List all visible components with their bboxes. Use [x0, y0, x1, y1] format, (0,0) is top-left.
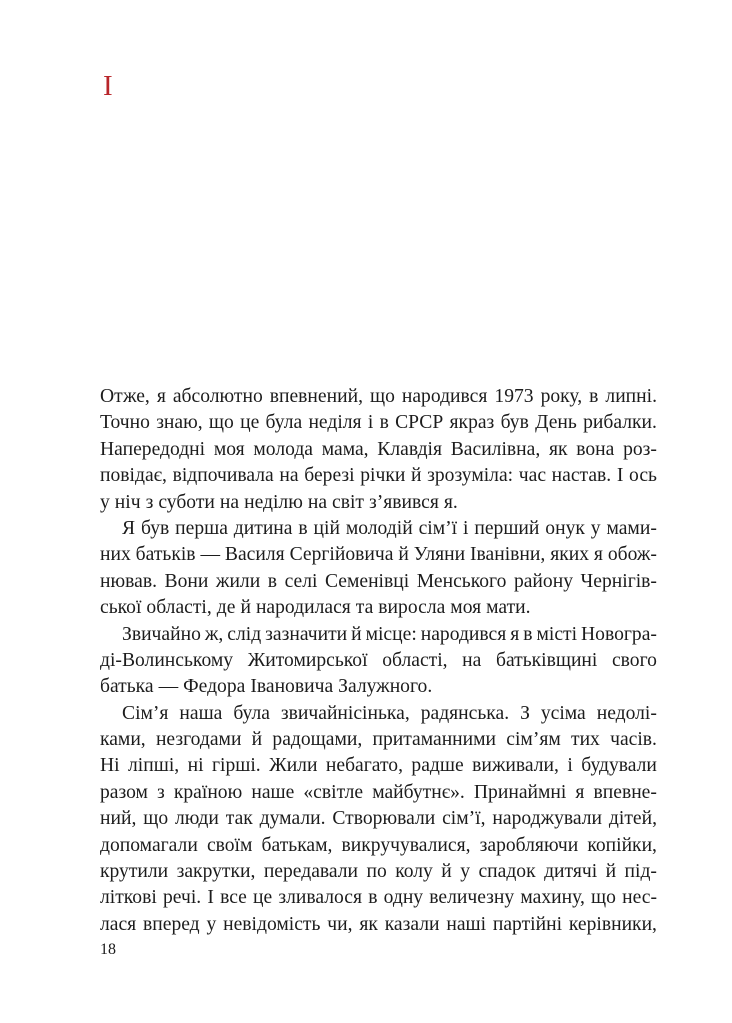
word: свого [611, 649, 657, 671]
word: й [441, 861, 452, 883]
text-line [100, 648, 657, 674]
word: з [145, 491, 154, 513]
word: Житомирської [247, 649, 368, 671]
word: народжували [492, 808, 603, 830]
word: я [593, 544, 603, 566]
word: на [219, 491, 240, 513]
word: ліпші, [128, 755, 180, 777]
page-number: 18 [100, 941, 116, 958]
word: літкові [100, 887, 157, 909]
text-line [100, 437, 657, 463]
word: усіма [540, 702, 586, 724]
word: нював. [100, 570, 157, 592]
word: Менського [416, 570, 507, 592]
word: у [206, 913, 217, 935]
word: казали [384, 913, 440, 935]
word: батька [100, 676, 154, 698]
word: був [500, 412, 529, 434]
word: передавали [263, 861, 359, 883]
word: разом [100, 781, 148, 803]
word: ніч [114, 491, 141, 513]
word: і [367, 412, 374, 434]
word: небагато, [325, 755, 403, 777]
word: в [267, 570, 278, 592]
word: й [251, 729, 263, 751]
word: я [510, 623, 520, 645]
word: країною [173, 781, 243, 803]
word: часів. [610, 729, 657, 751]
word: ний, [100, 808, 137, 830]
word: неділя [308, 412, 362, 434]
word: День [535, 412, 577, 434]
word: з [157, 781, 165, 803]
word: в [368, 887, 378, 909]
word: з’явився [369, 491, 439, 513]
word: радше [411, 755, 464, 777]
text-line [100, 410, 657, 436]
word: сім’ям [506, 729, 561, 751]
word: Федора [183, 676, 246, 698]
word: «світле [303, 781, 364, 803]
text-line [100, 780, 657, 806]
word: й [410, 465, 422, 487]
word: недолі- [596, 702, 657, 724]
word: знаю, [156, 412, 203, 434]
word: жили [215, 570, 261, 592]
word: Івановича [250, 676, 334, 698]
word: махину, [520, 887, 585, 909]
word: в [298, 517, 308, 539]
word: спадок [478, 861, 536, 883]
text-line [100, 569, 657, 595]
word: впевнений, [269, 386, 363, 407]
word: Василя [224, 544, 285, 566]
word: звичайнісінька, [280, 702, 410, 724]
word: Уляни [413, 544, 466, 566]
word: Семенівці [324, 570, 410, 592]
word: як [548, 438, 568, 460]
word: ками, [100, 729, 146, 751]
word: липні. [605, 386, 657, 407]
word: Іванівни, [470, 544, 546, 566]
word: мама, [321, 438, 369, 460]
word: 1973 [494, 386, 534, 407]
word: у [460, 861, 471, 883]
word: і [463, 517, 469, 539]
word: ді-Волинському [100, 649, 234, 671]
word: мами- [606, 517, 657, 539]
word: Сім’я [122, 702, 169, 724]
word: неділю [244, 491, 303, 513]
word: заробляючи [479, 834, 579, 856]
word: наша [179, 702, 223, 724]
word: цій [313, 517, 340, 539]
word: нес- [622, 887, 657, 909]
word: майбутнє». [372, 781, 465, 803]
word: радянська. [420, 702, 510, 724]
word: була [265, 412, 303, 434]
chapter-number: I [103, 70, 113, 102]
word: й [605, 861, 617, 883]
text-line [100, 833, 657, 859]
word: допомагали [100, 834, 198, 856]
word: Напередодні [100, 438, 206, 460]
word: на [279, 465, 299, 487]
text-line [100, 912, 657, 938]
word: народився [401, 386, 488, 407]
word: Василівна, [450, 438, 541, 460]
word: під- [624, 861, 657, 883]
word: наші [446, 913, 487, 935]
word: абсолютно [172, 386, 263, 407]
word: Принаймні [473, 781, 567, 803]
word: роз- [623, 438, 657, 460]
word: й [398, 544, 409, 566]
word: на [462, 649, 482, 671]
word: партійні [492, 913, 563, 935]
word: у [100, 491, 110, 513]
word: Чернігів- [580, 570, 657, 592]
word: що [143, 808, 169, 830]
word: лася [100, 913, 137, 935]
word: народився [420, 623, 507, 645]
text-line [100, 674, 657, 700]
text-line [100, 384, 657, 410]
word: невідомість [223, 913, 321, 935]
word: них [100, 544, 131, 566]
word: онук [545, 517, 585, 539]
text-line [100, 463, 657, 489]
word: і [567, 755, 573, 777]
word: Точно [100, 412, 150, 434]
word: місті [536, 623, 578, 645]
word: я [575, 781, 585, 803]
word: району [513, 570, 573, 592]
word: притаманними [372, 729, 497, 751]
word: де [216, 597, 236, 619]
word: моя [213, 438, 245, 460]
word: Ні [100, 755, 120, 777]
word: області, [146, 597, 212, 619]
word: зазначити [265, 623, 348, 645]
word: Отже, [100, 386, 150, 407]
word: час [518, 465, 547, 487]
word: батькам, [261, 834, 333, 856]
word: селі [284, 570, 318, 592]
word: зливалося [278, 887, 363, 909]
word: батьків [135, 544, 196, 566]
word: зрозуміла: [427, 465, 514, 487]
word: що [591, 887, 616, 909]
text-line [100, 727, 657, 753]
word: перша [175, 517, 228, 539]
word: в [589, 386, 599, 407]
word: Новогра- [581, 623, 657, 645]
word: І [207, 887, 214, 909]
body-text [100, 384, 657, 938]
word: та [355, 597, 374, 619]
word: обож- [607, 544, 657, 566]
text-line [100, 516, 657, 542]
word: чи, [327, 913, 353, 935]
word: перший [474, 517, 540, 539]
word: сім’ї [418, 517, 458, 539]
word: З [520, 702, 530, 724]
word: й [240, 597, 251, 619]
word: вперед [143, 913, 200, 935]
word: річки [360, 465, 406, 487]
word: дітей, [608, 808, 657, 830]
word: світ [332, 491, 364, 513]
text-line [100, 701, 657, 727]
word: крутили [100, 861, 169, 883]
word: дитячі [544, 861, 598, 883]
word: березі [304, 465, 355, 487]
word: ні [187, 755, 204, 777]
text-line [100, 806, 657, 832]
word: яких [550, 544, 590, 566]
word: області, [382, 649, 448, 671]
word: року, [540, 386, 583, 407]
word: сім’ї, [442, 808, 486, 830]
word: це [240, 412, 260, 434]
word: дитина [233, 517, 293, 539]
word: молодій [345, 517, 413, 539]
word: Клавдія [377, 438, 443, 460]
word: будували [581, 755, 657, 777]
word: І [616, 465, 624, 487]
word: батьківщині [495, 649, 598, 671]
word: рибалки. [583, 412, 657, 434]
text-line [100, 542, 657, 568]
word: суботи [158, 491, 215, 513]
word: я [156, 386, 166, 407]
word: копійки, [587, 834, 657, 856]
text-line [100, 885, 657, 911]
word: Створювали [332, 808, 436, 830]
word: так [225, 808, 253, 830]
word: люди [175, 808, 219, 830]
word: ж, [204, 623, 224, 645]
word: ської [100, 597, 142, 619]
word: як [359, 913, 378, 935]
word: викручувалися, [341, 834, 471, 856]
word: місце: [365, 623, 417, 645]
word: слід [227, 623, 262, 645]
word: Сергійовича [289, 544, 394, 566]
word: виросла [378, 597, 446, 619]
word: у [590, 517, 601, 539]
word: мати. [486, 597, 531, 619]
word: молода [253, 438, 314, 460]
word: одну [383, 887, 424, 909]
word: Звичайно [122, 623, 201, 645]
word: незгодами [155, 729, 242, 751]
word: Я [122, 517, 136, 539]
word: в [379, 412, 389, 434]
word: якраз [449, 412, 495, 434]
word: вона [576, 438, 615, 460]
word: — [200, 544, 221, 566]
word: я. [443, 491, 458, 513]
word: впевне- [593, 781, 657, 803]
word: величезну [429, 887, 515, 909]
word: що [369, 386, 395, 407]
word: наше [251, 781, 295, 803]
word: Жили [269, 755, 318, 777]
word: тих [571, 729, 600, 751]
word: гірші. [211, 755, 261, 777]
word: це [253, 887, 273, 909]
word: була [233, 702, 270, 724]
word: радощами, [272, 729, 363, 751]
word: народилася [255, 597, 351, 619]
text-line [100, 595, 657, 621]
word: керівники, [568, 913, 657, 935]
word: відпочивала [172, 465, 274, 487]
word: речі. [162, 887, 202, 909]
text-line [100, 490, 657, 516]
word: закрутки, [176, 861, 256, 883]
word: все [220, 887, 247, 909]
word: колу [395, 861, 433, 883]
word: повідає, [100, 465, 167, 487]
word: по [366, 861, 387, 883]
word: моя [450, 597, 482, 619]
word: й [351, 623, 362, 645]
word: в [523, 623, 533, 645]
word: виживали, [472, 755, 559, 777]
word: думали. [259, 808, 326, 830]
word: своїм [206, 834, 253, 856]
word: що [208, 412, 234, 434]
word: — [158, 676, 179, 698]
text-line [100, 622, 657, 648]
word: настав. [551, 465, 612, 487]
text-line [100, 753, 657, 779]
text-line [100, 859, 657, 885]
word: Залужного. [338, 676, 433, 698]
word: СРСР [395, 412, 444, 434]
word: на [307, 491, 328, 513]
word: був [140, 517, 170, 539]
word: ось [629, 465, 657, 487]
word: Вони [164, 570, 209, 592]
